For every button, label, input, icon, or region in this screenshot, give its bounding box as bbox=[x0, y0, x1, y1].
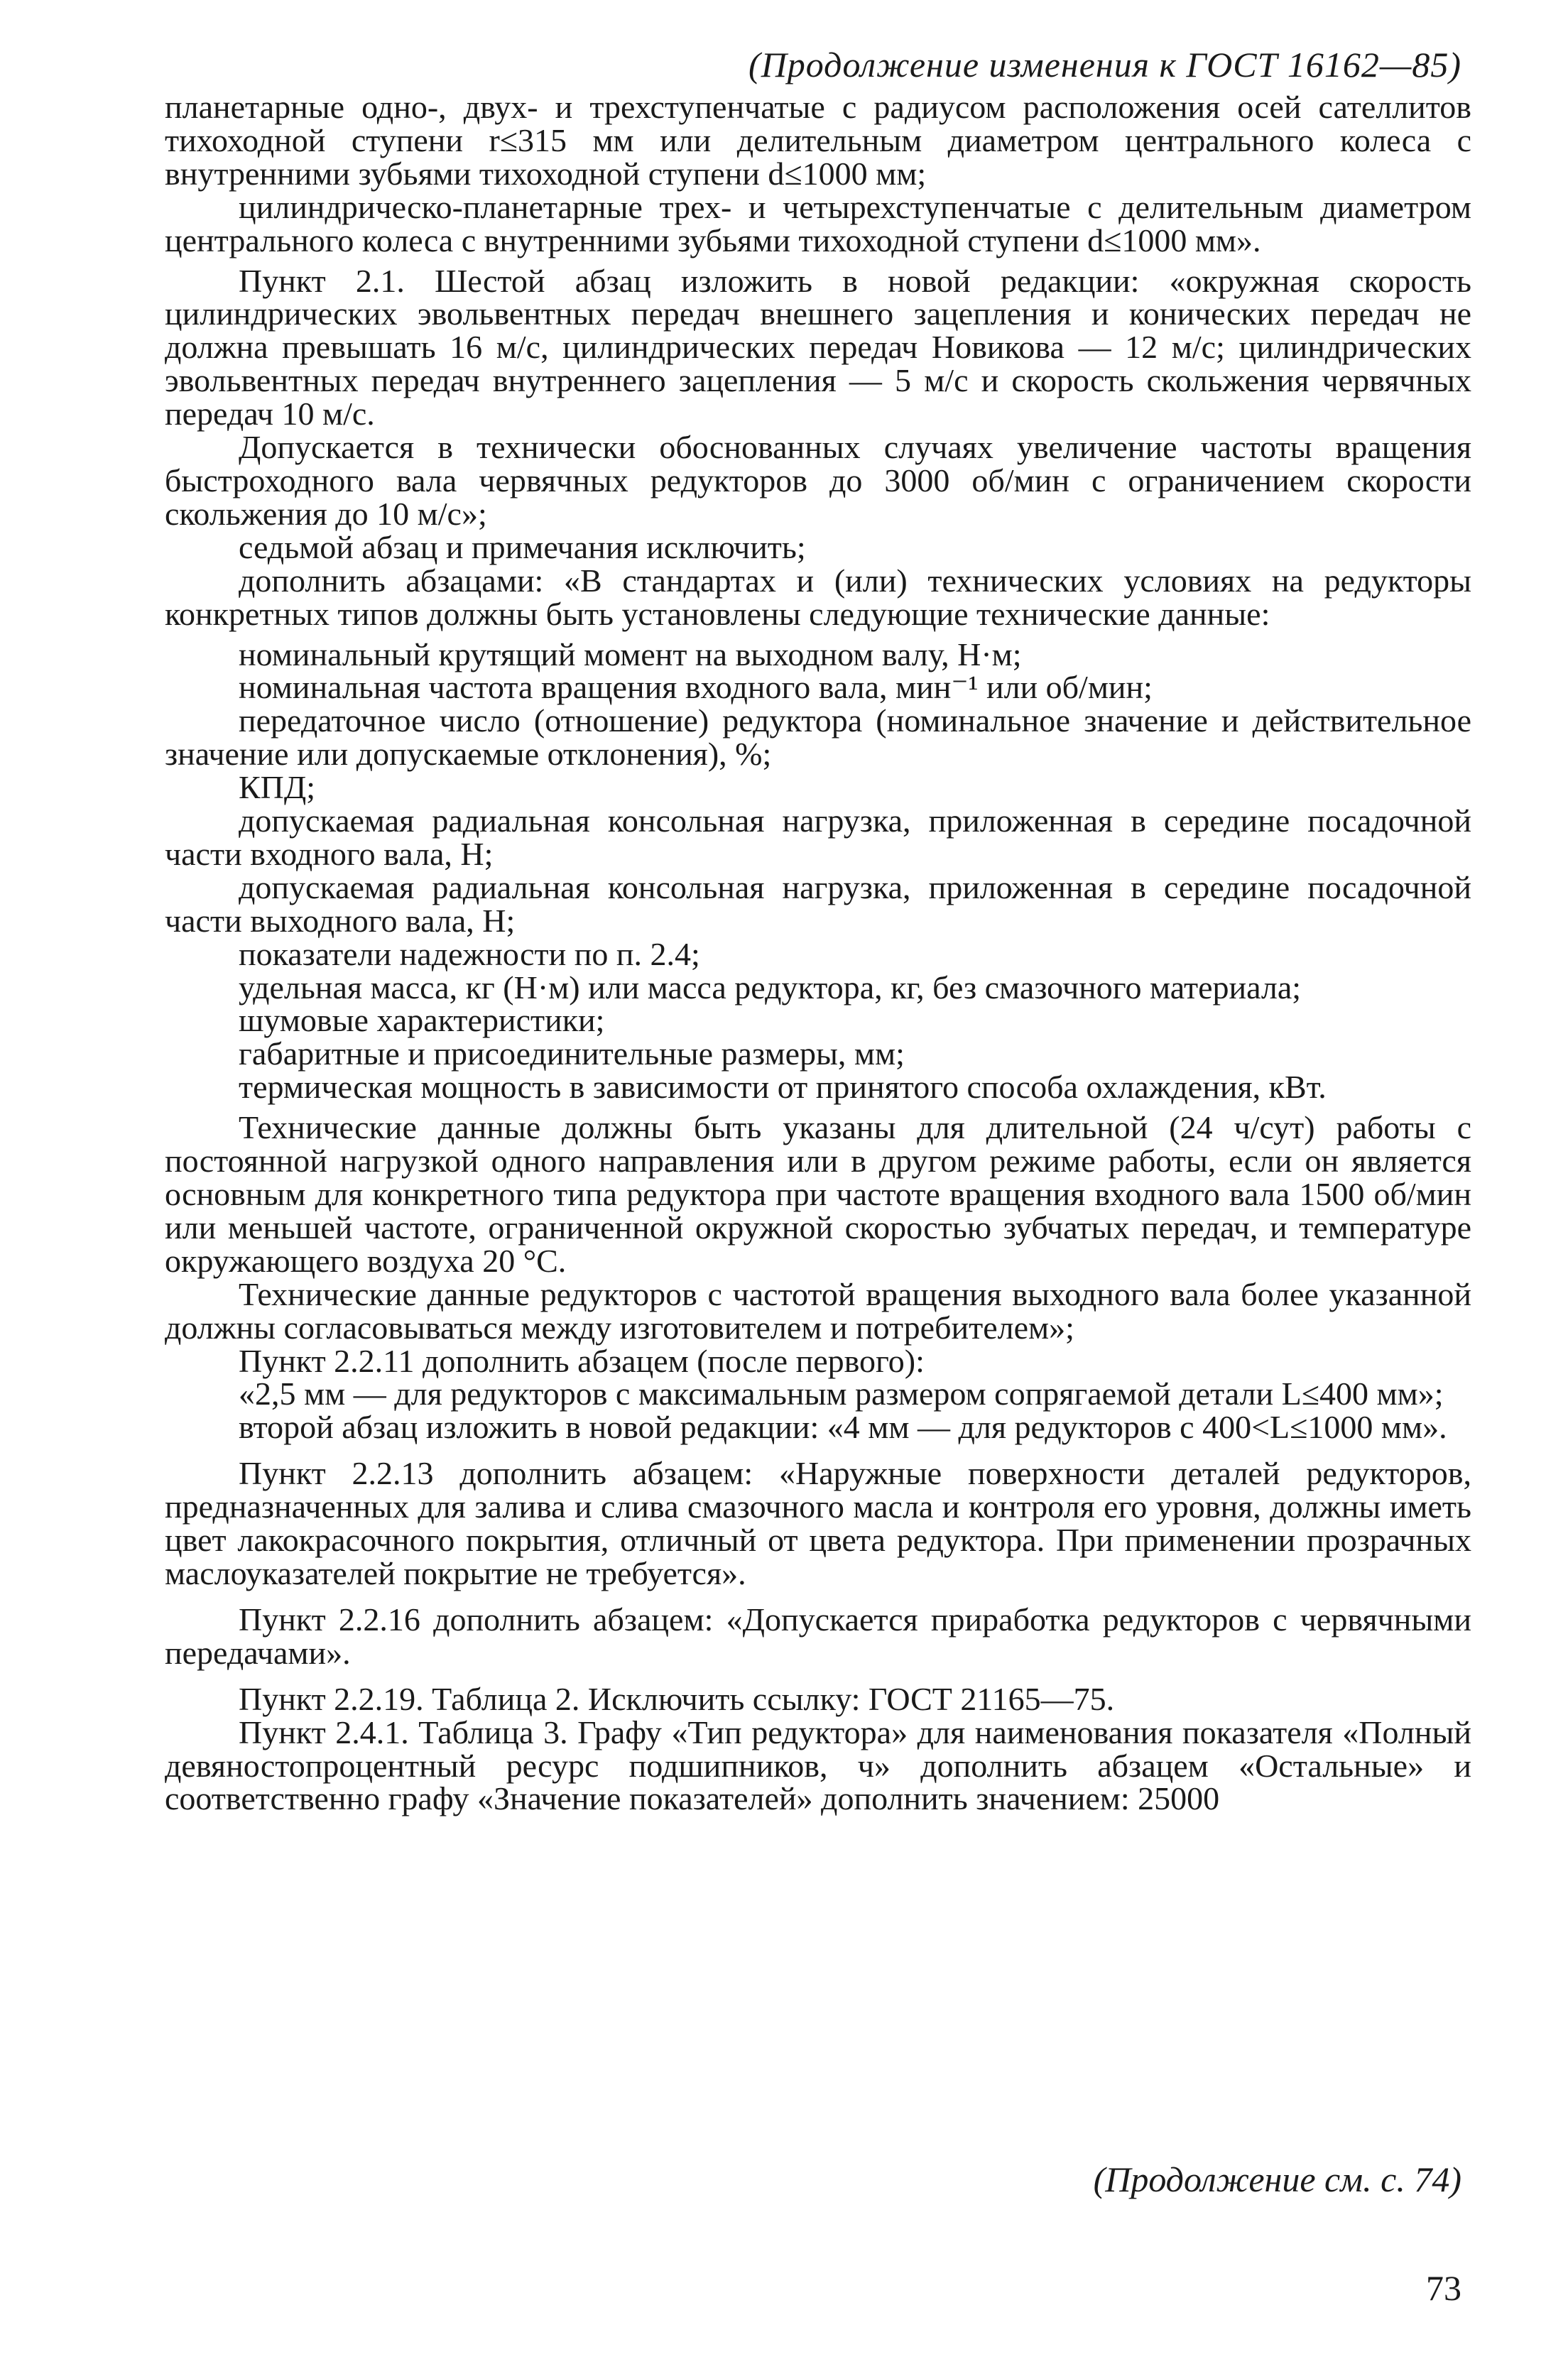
paragraph: допускаемая радиальная консольная нагрузка, приложенная в середине посадочной части выходного вала, Н; bbox=[165, 868, 1471, 939]
continuation-note: (Продолжение см. с. 74) bbox=[1093, 2159, 1461, 2199]
paragraph: седьмой абзац и примечания исключить; bbox=[239, 528, 806, 565]
paragraph: дополнить абзацами: «В стандартах и (или) технических условиях на редукторы конкретных типов должны быть установлены следующие технические данные: bbox=[165, 562, 1471, 632]
paragraph: Допускается в технически обоснованных случаях увеличение частоты вращения быстроходного вала червячных редукторов до 3000 об/мин с ограничением скорости скольжения до 10 м/с»; bbox=[165, 429, 1471, 532]
paragraph: допускаемая радиальная консольная нагрузка, приложенная в середине посадочной части входного вала, Н; bbox=[165, 802, 1471, 872]
paragraph: Технические данные редукторов с частотой вращения выходного вала более указанной должны согласовываться между изготовителем и потребителем»; bbox=[165, 1275, 1471, 1346]
body-text bbox=[165, 91, 1471, 1816]
paragraph: Пункт 2.2.16 дополнить абзацем: «Допускается приработка редукторов с червячными передачами». bbox=[165, 1601, 1471, 1671]
paragraph: термическая мощность в зависимости от принятого способа охлаждения, кВт. bbox=[239, 1069, 1327, 1106]
paragraph: Пункт 2.2.19. Таблица 2. Исключить ссылку: ГОСТ 21165—75. bbox=[239, 1680, 1115, 1717]
paragraph: второй абзац изложить в новой редакции: «4 мм — для редукторов с 400<L≤1000 мм». bbox=[239, 1409, 1447, 1446]
paragraph: Пункт 2.2.13 дополнить абзацем: «Наружные поверхности деталей редукторов, предназначенных для залива и слива смазочного масла и контроля его уровня, должны иметь цвет лакокрасочного покрытия, отличный от цвета редуктора. При применении прозрачных маслоуказателей покрытие не требуется». bbox=[165, 1455, 1471, 1591]
paragraph: Пункт 2.1. Шестой абзац изложить в новой редакции: «окружная скорость цилиндрических эвольвентных передач внешнего зацепления и конических передач не должна превышать 16 м/с, цилиндрических передач Новикова — 12 м/с; цилиндрических эвольвентных передач внутреннего зацепления — 5 м/с и скорость скольжения червячных передач 10 м/с. bbox=[165, 262, 1471, 432]
paragraph: цилиндрическо-планетарные трех- и четырехступенчатые с делительным диаметром центрального колеса с внутренними зубьями тихоходной ступени d≤1000 мм». bbox=[165, 188, 1471, 258]
paragraph: номинальная частота вращения входного вала, мин⁻¹ или об/мин; bbox=[239, 669, 1153, 706]
page-number: 73 bbox=[1426, 2268, 1461, 2308]
paragraph: Пункт 2.2.11 дополнить абзацем (после первого): bbox=[239, 1342, 925, 1379]
paragraph: Пункт 2.4.1. Таблица 3. Графу «Тип редуктора» для наименования показателя «Полный девяностопроцентный ресурс подшипников, ч» дополнить абзацем «Остальные» и соответственно графу «Значение показателей» дополнить значением: 25000 bbox=[165, 1714, 1471, 1817]
paragraph: «2,5 мм — для редукторов с максимальным размером сопрягаемой детали L≤400 мм»; bbox=[239, 1375, 1444, 1412]
paragraph: КПД; bbox=[239, 769, 316, 806]
paragraph: передаточное число (отношение) редуктора (номинальное значение и действительное значение или допускаемые отклонения), %; bbox=[165, 702, 1471, 773]
paragraph: габаритные и присоединительные размеры, мм; bbox=[239, 1035, 905, 1072]
paragraph: номинальный крутящий момент на выходном валу, Н·м; bbox=[239, 636, 1022, 672]
paragraph: планетарные одно-, двух- и трехступенчатые с радиусом расположения осей сателлитов тихоходной ступени r≤315 мм или делительным диаметром центрального колеса с внутренними зубьями тихоходной ступени d≤1000 мм; bbox=[165, 89, 1471, 192]
paragraph: показатели надежности по п. 2.4; bbox=[239, 935, 700, 972]
paragraph: Технические данные должны быть указаны для длительной (24 ч/сут) работы с постоянной нагрузкой одного направления или в другом режиме работы, если он является основным для конкретного типа редуктора при частоте вращения входного вала 1500 об/мин или меньшей частоте, ограниченной окружной скоростью зубчатых передач, и температуре окружающего воздуха 20 °С. bbox=[165, 1109, 1471, 1279]
paragraph: шумовые характеристики; bbox=[239, 1002, 605, 1039]
paragraph: удельная масса, кг (Н·м) или масса редуктора, кг, без смазочного материала; bbox=[239, 969, 1302, 1006]
running-header: (Продолжение изменения к ГОСТ 16162—85) bbox=[748, 45, 1461, 85]
